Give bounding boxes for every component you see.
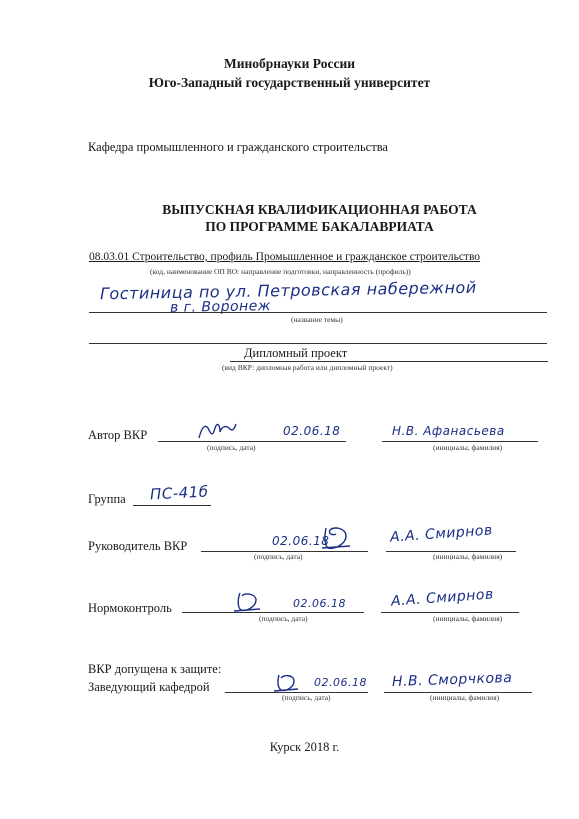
author-name-caption: (инициалы, фамилия)	[433, 443, 503, 452]
author-sign-caption: (подпись, дата)	[207, 443, 256, 452]
supervisor-label: Руководитель ВКР	[88, 539, 188, 553]
normcontrol-name: А.А. Смирнов	[390, 586, 495, 610]
group-line	[133, 505, 211, 506]
normcontrol-sign-caption: (подпись, дата)	[259, 614, 308, 623]
work-type-caption: (вид ВКР: дипломная работа или дипломный проект)	[222, 363, 393, 372]
normcontrol-sign-line	[182, 612, 364, 613]
university-name: Юго-Западный государственный университет	[148, 75, 431, 90]
topic-handwritten-line2: в г. Воронеж	[169, 298, 272, 316]
author-date: 02.06.18	[283, 424, 341, 438]
admission-name: Н.В. Сморчкова	[391, 669, 513, 691]
supervisor-name: А.А. Смирнов	[389, 522, 494, 546]
admission-sign-caption: (подпись, дата)	[282, 693, 331, 702]
author-sign-line	[158, 441, 346, 442]
admission-name-caption: (инициалы, фамилия)	[430, 693, 500, 702]
supervisor-date: 02.06.18	[272, 534, 330, 548]
head-signature	[272, 672, 300, 694]
work-type-value: Дипломный проект	[244, 346, 348, 360]
normcontrol-signature	[232, 590, 262, 614]
document-title-line1: ВЫПУСКНАЯ КВАЛИФИКАЦИОННАЯ РАБОТА	[162, 202, 477, 217]
supervisor-sign-caption: (подпись, дата)	[254, 552, 303, 561]
supervisor-signature	[320, 524, 352, 552]
normcontrol-label: Нормоконтроль	[88, 601, 172, 615]
admission-label: ВКР допущена к защите:	[88, 662, 222, 676]
work-type-underline	[230, 361, 548, 362]
group-value: ПС-41б	[149, 482, 209, 504]
head-of-department-label: Заведующий кафедрой	[88, 680, 210, 694]
topic-handwritten-line1: Гостиница по ул. Петровская набережной	[99, 277, 477, 304]
department-name: Кафедра промышленного и гражданского строительства	[88, 140, 388, 154]
topic-caption: (название темы)	[291, 315, 343, 324]
topic-underline-1	[89, 312, 547, 313]
document-title-line2: ПО ПРОГРАММЕ БАКАЛАВРИАТА	[205, 219, 434, 234]
topic-underline-2	[89, 343, 547, 344]
normcontrol-name-line	[381, 612, 519, 613]
city-year: Курск 2018 г.	[269, 740, 340, 754]
author-name: Н.В. Афанасьева	[392, 424, 505, 438]
author-name-line	[382, 441, 538, 442]
direction-value: 08.03.01 Строительство, профиль Промышленное и гражданское строительство	[89, 251, 481, 263]
normcontrol-date: 02.06.18	[293, 597, 346, 610]
group-label: Группа	[88, 492, 126, 506]
author-signature	[196, 420, 238, 442]
supervisor-name-caption: (инициалы, фамилия)	[433, 552, 503, 561]
author-label: Автор ВКР	[88, 428, 148, 442]
normcontrol-name-caption: (инициалы, фамилия)	[433, 614, 503, 623]
direction-caption: (код, наименование ОП ВО: направление подготовки, направленность (профиль))	[150, 267, 411, 276]
admission-date: 02.06.18	[314, 676, 367, 689]
ministry-name: Минобрнауки России	[223, 56, 356, 71]
